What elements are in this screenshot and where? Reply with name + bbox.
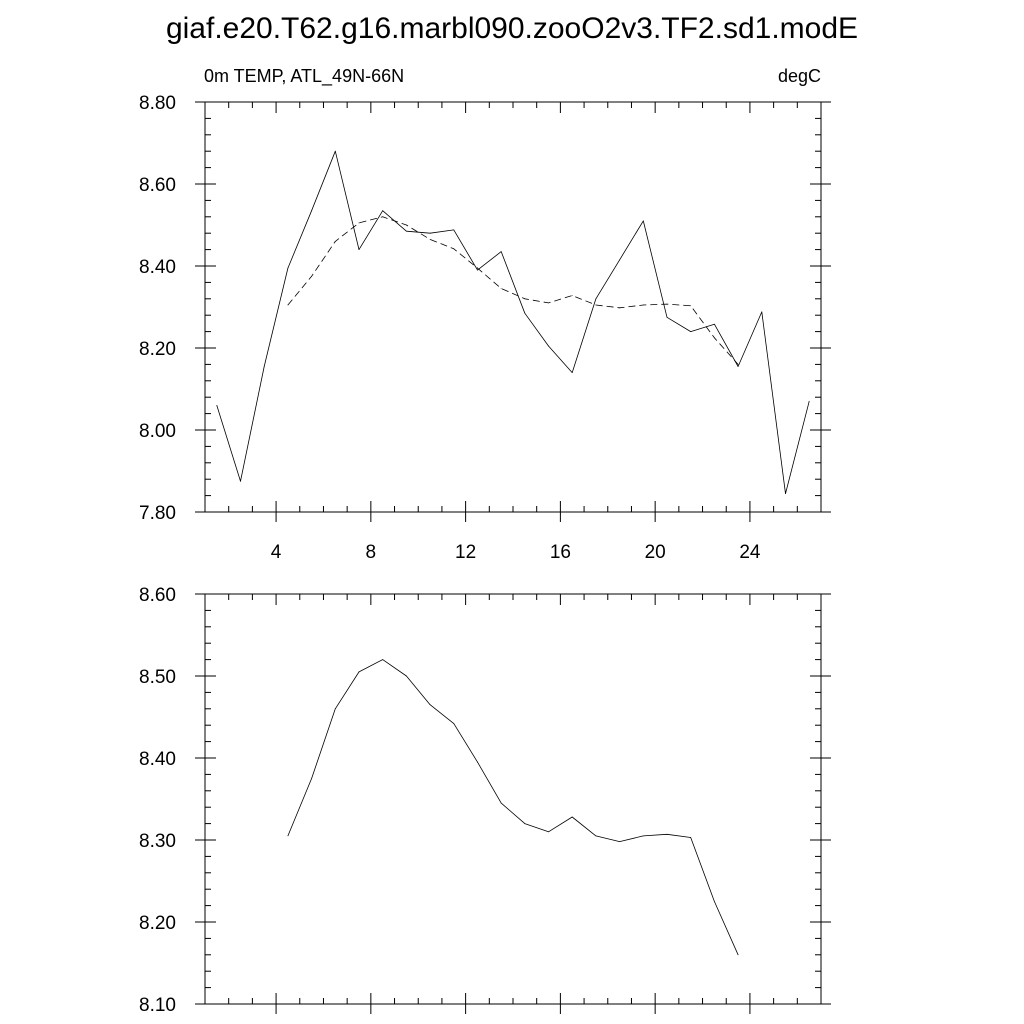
panel1-series-0-point [714,901,715,902]
panel1-series-0-point [453,723,454,724]
panel1-series-0-point [596,836,597,837]
panel0-series-0-point [643,221,644,222]
panel0-series-1-point [643,305,644,306]
panel0-series-0-point [501,251,502,252]
panel0-series-1-point [690,305,691,306]
panel0-series-0-point [596,298,597,299]
panel1-series-0-point [572,817,573,818]
panel1-y-tick-label: 8.40 [139,749,176,770]
panel0-series-1-point [335,241,336,242]
panel0-series-0-point [809,401,810,402]
panel0-y-tick-label: 8.40 [139,257,176,278]
chart-title: giaf.e20.T62.g16.marbl090.zooO2v3.TF2.sd1.modE [165,12,859,45]
panel1-series-solid-line [288,660,738,955]
panel0-series-1-point [359,223,360,224]
panel0-series-0-point [359,249,360,250]
panel1-series-0-point [311,778,312,779]
panel0-series-1-point [548,303,549,304]
panel1-series-0-point [359,672,360,673]
panel0-x-tick-label: 12 [455,542,477,563]
top-panel [139,66,831,563]
panel0-series-1-point [524,298,525,299]
panel1-series-0-point [690,837,691,838]
top-panel-subtitle-right: degC [777,66,821,86]
panel1-y-tick-label: 8.20 [139,913,176,934]
panel0-series-1-point [430,239,431,240]
panel1-y-tick-label: 8.50 [139,667,176,688]
panel0-series-1-point [714,337,715,338]
panel0-series-0-point [761,312,762,313]
panel0-series-0-point [738,366,739,367]
panel0-y-tick-label: 8.20 [139,339,176,360]
panel0-series-0-point [240,481,241,482]
panel0-series-0-point [335,151,336,152]
panel0-series-1-point [619,307,620,308]
panel0-series-solid-line [217,151,809,493]
panel0-series-1-point [311,276,312,277]
top-panel-subtitle-left: 0m TEMP, ATL_49N-66N [204,66,405,86]
panel0-series-0-point [714,324,715,325]
panel0-y-tick-label: 8.80 [139,93,176,114]
panel1-series-0-point [406,676,407,677]
panel0-series-0-point [619,259,620,260]
panel0-y-tick-label: 8.60 [139,175,176,196]
panel1-series-0-point [548,831,549,832]
panel0-series-1-point [667,304,668,305]
panel0-x-tick-label: 8 [365,542,377,563]
panel0-x-tick-label: 16 [549,542,571,563]
panel0-series-dashed-line [288,217,738,365]
panel0-series-1-point [382,216,383,217]
panel0-series-0-point [288,268,289,269]
panel0-series-0-point [453,230,454,231]
panel0-y-tick-label: 8.00 [139,421,176,442]
panel0-series-1-point [406,225,407,226]
panel1-series-0-point [477,762,478,763]
panel0-series-1-point [572,295,573,296]
panel0-series-1-point [477,268,478,269]
panel1-series-0-point [382,659,383,660]
panel1-series-0-point [335,708,336,709]
bottom-panel-frame [205,594,821,1004]
panel0-series-0-point [572,372,573,373]
panel1-y-tick-label: 8.10 [139,995,176,1016]
panel0-series-1-point [596,305,597,306]
panel1-y-tick-label: 8.60 [139,585,176,606]
panel0-series-1-point [501,288,502,289]
panel0-series-0-point [311,210,312,211]
panel0-series-0-point [406,231,407,232]
panel0-series-1-point [453,248,454,249]
panel0-series-0-point [667,317,668,318]
panel1-series-0-point [288,836,289,837]
panel0-x-tick-label: 4 [270,542,282,563]
panel0-series-0-point [524,313,525,314]
panel1-series-0-point [501,803,502,804]
panel1-series-0-point [738,954,739,955]
panel0-series-0-point [477,270,478,271]
panel0-series-0-point [216,405,217,406]
panel0-series-0-point [690,331,691,332]
panel0-series-0-point [785,493,786,494]
panel1-y-tick-label: 8.30 [139,831,176,852]
panel0-series-1-point [288,305,289,306]
panel1-series-0-point [524,823,525,824]
panel1-series-0-point [619,841,620,842]
panel1-series-0-point [430,704,431,705]
panel0-x-tick-label: 24 [739,542,761,563]
panel1-series-0-point [643,836,644,837]
panel0-series-0-point [430,233,431,234]
panel0-y-tick-label: 7.80 [139,503,176,524]
panel0-x-tick-label: 20 [644,542,666,563]
bottom-panel [139,585,831,1016]
panel1-series-0-point [667,834,668,835]
panel0-series-0-point [264,366,265,367]
panel0-series-0-point [382,210,383,211]
panel0-series-1-point [738,364,739,365]
panel0-series-0-point [548,346,549,347]
top-panel-frame [205,102,821,512]
